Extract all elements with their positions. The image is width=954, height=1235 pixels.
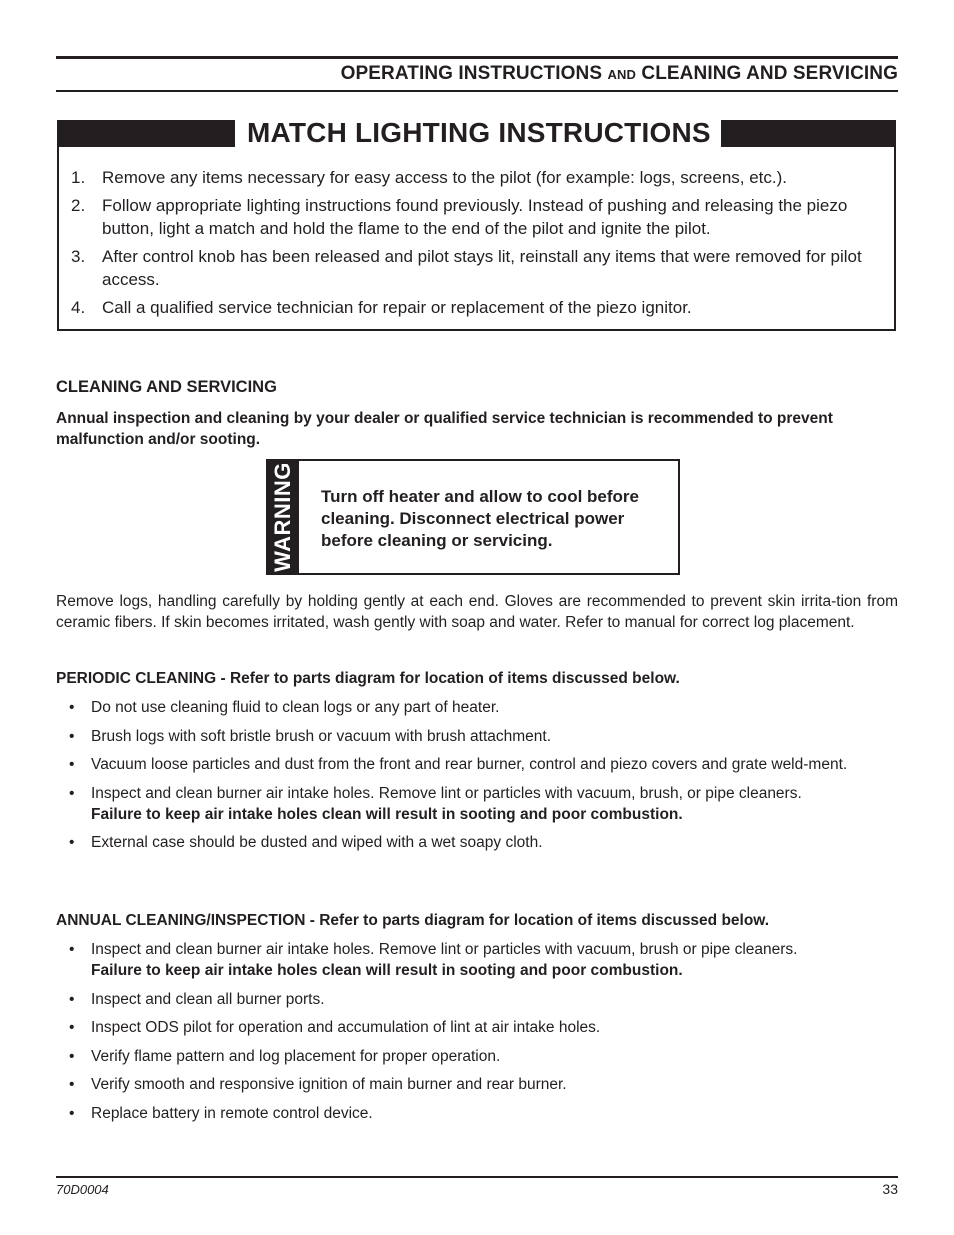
bullet-icon: •	[69, 727, 75, 745]
bullet-icon: •	[69, 990, 75, 1008]
periodic-cleaning-list	[56, 697, 898, 861]
bullet-icon: •	[69, 941, 75, 958]
step-text: After control knob has been released and pilot stays lit, reinstall any items that were removed for pilot access.	[102, 247, 862, 289]
step-text: Follow appropriate lighting instructions found previously. Instead of pushing and releasing the piezo button, light a match and hold the flame to the end of the pilot and ignite the pilot.	[102, 196, 848, 238]
list-item	[56, 939, 898, 981]
remove-logs-paragraph: Remove logs, handling carefully by holding gently at each end. Gloves are recommended to prevent skin irrita-tion from ceramic fibers. If skin becomes irritated, wash gently with soap and water. Refer to manual for correct log placement.	[56, 593, 898, 631]
list-item-text: Do not use cleaning fluid to clean logs or any part of heater.	[91, 699, 500, 716]
list-item	[56, 832, 898, 853]
list-item	[56, 697, 898, 718]
list-item	[56, 754, 898, 775]
bullet-icon: •	[69, 1076, 75, 1093]
warning-text: Turn off heater and allow to cool before cleaning. Disconnect electrical power before cleaning or servicing.	[321, 487, 639, 550]
list-item	[56, 783, 898, 825]
list-item-text: Inspect and clean burner air intake holes. Remove lint or particles with vacuum, brush or pipe cleaners.	[91, 941, 798, 958]
list-item	[56, 1017, 898, 1038]
page-number: 33	[882, 1181, 898, 1197]
match-lighting-box	[57, 117, 896, 331]
list-item-text: Inspect ODS pilot for operation and accumulation of lint at air intake holes.	[91, 1019, 601, 1036]
bullet-icon: •	[69, 1104, 75, 1122]
section-header-title	[341, 63, 898, 85]
list-item-bold-text: Failure to keep air intake holes clean will result in sooting and poor combustion.	[91, 962, 683, 979]
bullet-icon: •	[69, 834, 75, 851]
step-number: 3.	[71, 247, 86, 266]
bullet-icon: •	[69, 1019, 75, 1036]
footer-rule	[56, 1176, 898, 1178]
warning-box	[266, 459, 680, 575]
step-text: Remove any items necessary for easy access to the pilot (for example: logs, screens, etc.).	[102, 168, 788, 187]
list-item	[56, 726, 898, 747]
list-item-text: External case should be dusted and wiped with a wet soapy cloth.	[91, 834, 543, 851]
document-code: 70D0004	[56, 1182, 109, 1197]
bullet-icon: •	[69, 699, 75, 716]
header-title-part1: OPERATING INSTRUCTIONS	[340, 63, 603, 84]
step-number: 2.	[71, 196, 86, 215]
warning-strip	[268, 461, 299, 573]
title-bar-right	[721, 120, 894, 147]
list-item-bold-text: Failure to keep air intake holes clean will result in sooting and poor combustion.	[91, 805, 683, 823]
header-top-rule	[56, 56, 898, 59]
step-number: 4.	[71, 298, 86, 317]
bullet-icon: •	[69, 784, 75, 802]
list-item	[56, 1046, 898, 1067]
title-bar-left	[59, 120, 235, 147]
header-title-part2: CLEANING AND SERVICING	[641, 63, 898, 84]
list-item-text: Replace battery in remote control device.	[91, 1104, 373, 1122]
warning-label: WARNING	[270, 462, 295, 572]
match-lighting-steps	[71, 166, 883, 324]
annual-cleaning-list	[56, 939, 898, 1131]
step-text: Call a qualified service technician for repair or replacement of the piezo ignitor.	[102, 298, 692, 317]
list-item-text: Brush logs with soft bristle brush or vacuum with brush attachment.	[91, 727, 552, 745]
header-title-and: AND	[607, 67, 636, 82]
cleaning-heading: CLEANING AND SERVICING	[56, 378, 277, 396]
annual-inspection-note: Annual inspection and cleaning by your dealer or qualified service technician is recommended to prevent malfunction and/or sooting.	[56, 410, 833, 448]
list-item-text: Inspect and clean burner air intake holes. Remove lint or particles with vacuum, brush, or pipe cleaners.	[91, 784, 802, 802]
bullet-icon: •	[69, 756, 75, 773]
match-lighting-title: MATCH LIGHTING INSTRUCTIONS	[247, 117, 711, 148]
header-bottom-rule	[56, 90, 898, 92]
step-item	[71, 194, 883, 240]
step-item	[71, 245, 883, 291]
list-item	[56, 989, 898, 1010]
bullet-icon: •	[69, 1047, 75, 1065]
periodic-cleaning-heading: PERIODIC CLEANING - Refer to parts diagram for location of items discussed below.	[56, 670, 680, 687]
annual-cleaning-heading: ANNUAL CLEANING/INSPECTION - Refer to parts diagram for location of items discussed below.	[56, 912, 770, 929]
list-item-text: Inspect and clean all burner ports.	[91, 990, 325, 1008]
list-item-text: Vacuum loose particles and dust from the front and rear burner, control and piezo covers and grate weld-ment.	[91, 756, 848, 773]
list-item	[56, 1103, 898, 1124]
list-item-text: Verify flame pattern and log placement for proper operation.	[91, 1047, 501, 1065]
step-item	[71, 166, 883, 189]
list-item-text: Verify smooth and responsive ignition of main burner and rear burner.	[91, 1076, 567, 1093]
step-number: 1.	[71, 168, 86, 187]
step-item	[71, 296, 883, 319]
list-item	[56, 1074, 898, 1095]
